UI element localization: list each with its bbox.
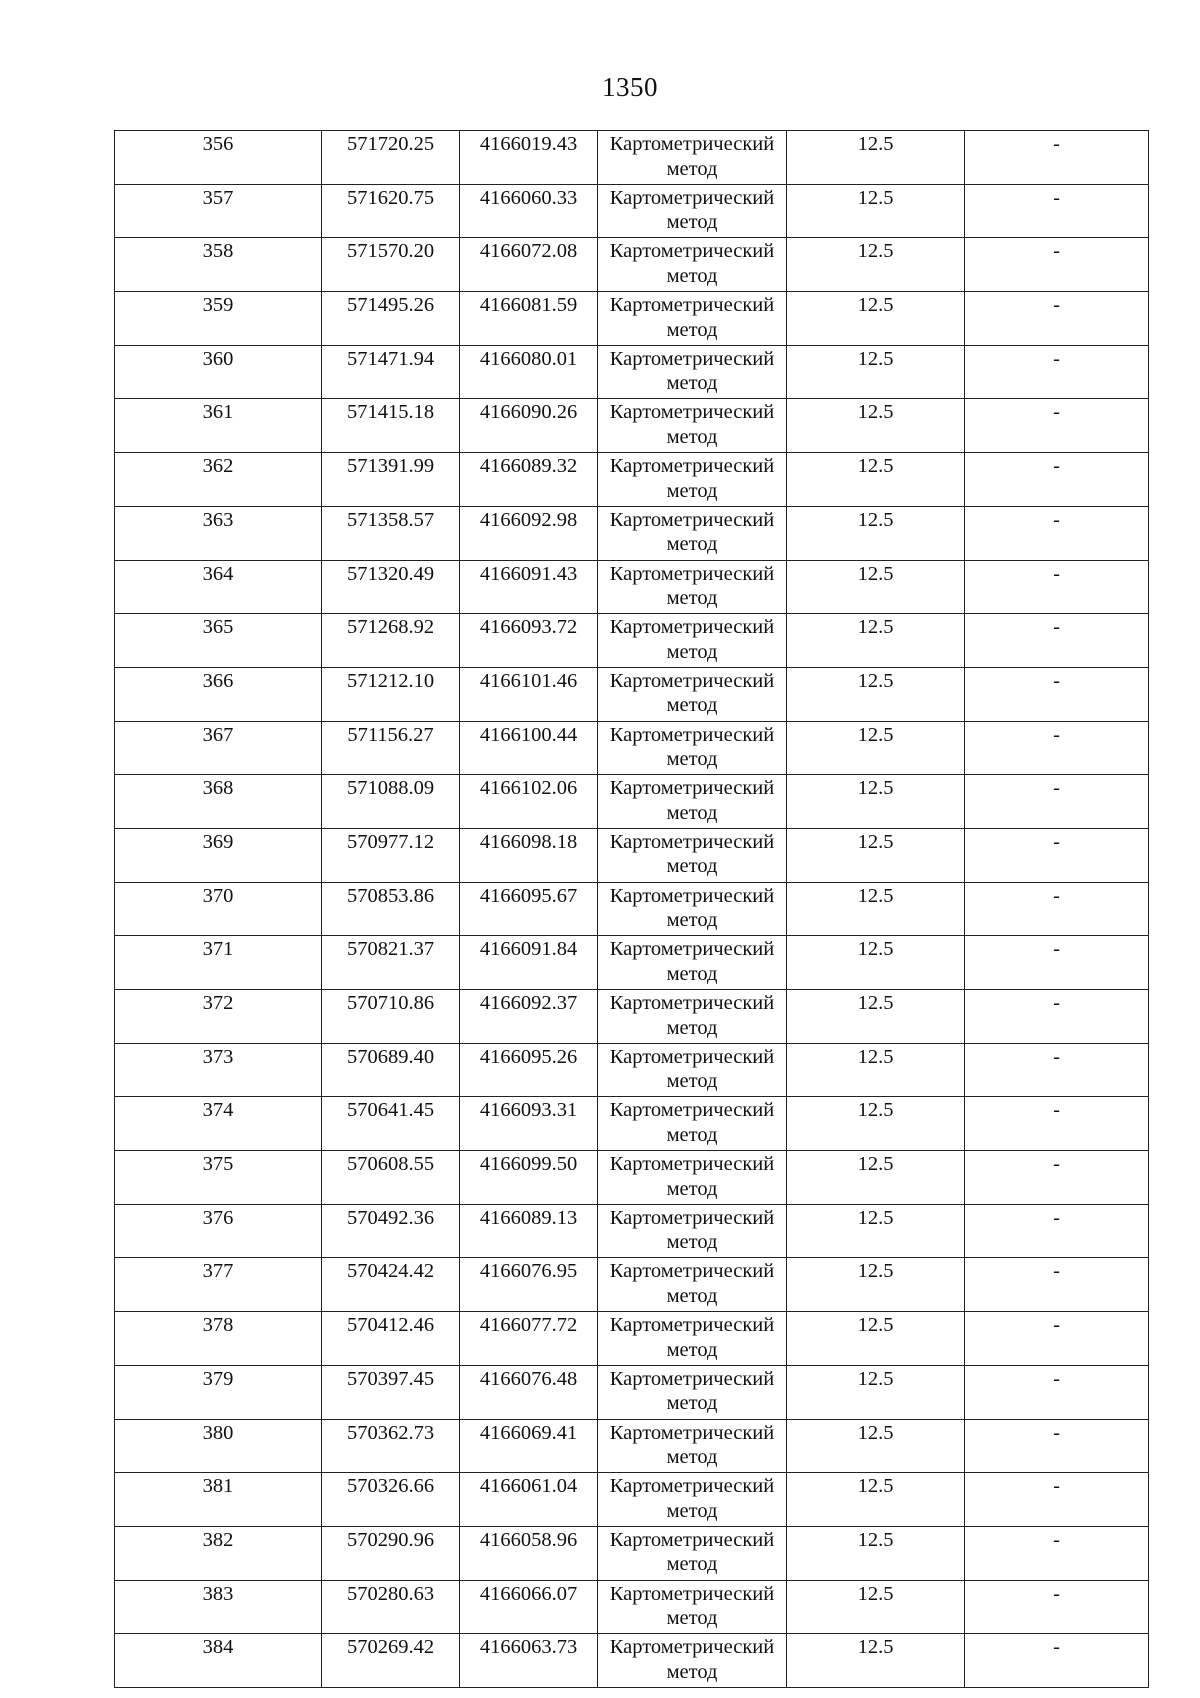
method-cell: Картометрический метод [598,1580,787,1634]
point-number-cell: 374 [115,1097,322,1151]
note-cell: - [965,775,1149,829]
point-number-cell: 369 [115,828,322,882]
point-number-cell: 366 [115,667,322,721]
table-row [115,990,1149,1044]
note-cell: - [965,1097,1149,1151]
y-coordinate-cell: 4166063.73 [460,1634,598,1688]
x-coordinate-cell: 570362.73 [322,1419,460,1473]
point-number-cell: 372 [115,990,322,1044]
y-coordinate-cell: 4166089.13 [460,1204,598,1258]
y-coordinate-cell: 4166101.46 [460,667,598,721]
accuracy-cell: 12.5 [787,1312,965,1366]
method-cell: Картометрический метод [598,238,787,292]
table-row [115,1312,1149,1366]
x-coordinate-cell: 570269.42 [322,1634,460,1688]
method-cell: Картометрический метод [598,1043,787,1097]
method-cell: Картометрический метод [598,1526,787,1580]
accuracy-cell: 12.5 [787,1365,965,1419]
note-cell: - [965,1365,1149,1419]
point-number-cell: 356 [115,131,322,185]
point-number-cell: 368 [115,775,322,829]
y-coordinate-cell: 4166092.98 [460,506,598,560]
accuracy-cell: 12.5 [787,1204,965,1258]
table-row [115,1151,1149,1205]
x-coordinate-cell: 571495.26 [322,292,460,346]
method-cell: Картометрический метод [598,1312,787,1366]
point-number-cell: 365 [115,614,322,668]
table-row [115,399,1149,453]
table-row [115,936,1149,990]
method-cell: Картометрический метод [598,560,787,614]
point-number-cell: 373 [115,1043,322,1097]
x-coordinate-cell: 570689.40 [322,1043,460,1097]
y-coordinate-cell: 4166102.06 [460,775,598,829]
accuracy-cell: 12.5 [787,506,965,560]
accuracy-cell: 12.5 [787,292,965,346]
point-number-cell: 364 [115,560,322,614]
y-coordinate-cell: 4166076.95 [460,1258,598,1312]
point-number-cell: 360 [115,345,322,399]
accuracy-cell: 12.5 [787,882,965,936]
accuracy-cell: 12.5 [787,936,965,990]
y-coordinate-cell: 4166090.26 [460,399,598,453]
accuracy-cell: 12.5 [787,1473,965,1527]
point-number-cell: 363 [115,506,322,560]
note-cell: - [965,1526,1149,1580]
x-coordinate-cell: 570821.37 [322,936,460,990]
accuracy-cell: 12.5 [787,775,965,829]
coordinates-table [114,130,1149,1688]
method-cell: Картометрический метод [598,453,787,507]
accuracy-cell: 12.5 [787,667,965,721]
y-coordinate-cell: 4166061.04 [460,1473,598,1527]
table-row [115,721,1149,775]
y-coordinate-cell: 4166089.32 [460,453,598,507]
note-cell: - [965,1312,1149,1366]
method-cell: Картометрический метод [598,614,787,668]
y-coordinate-cell: 4166098.18 [460,828,598,882]
note-cell: - [965,721,1149,775]
x-coordinate-cell: 570397.45 [322,1365,460,1419]
x-coordinate-cell: 570326.66 [322,1473,460,1527]
x-coordinate-cell: 570290.96 [322,1526,460,1580]
method-cell: Картометрический метод [598,721,787,775]
y-coordinate-cell: 4166058.96 [460,1526,598,1580]
method-cell: Картометрический метод [598,1258,787,1312]
y-coordinate-cell: 4166095.67 [460,882,598,936]
y-coordinate-cell: 4166099.50 [460,1151,598,1205]
x-coordinate-cell: 571415.18 [322,399,460,453]
accuracy-cell: 12.5 [787,1043,965,1097]
accuracy-cell: 12.5 [787,828,965,882]
method-cell: Картометрический метод [598,775,787,829]
note-cell: - [965,184,1149,238]
accuracy-cell: 12.5 [787,1419,965,1473]
note-cell: - [965,1473,1149,1527]
table-row [115,131,1149,185]
point-number-cell: 359 [115,292,322,346]
note-cell: - [965,1151,1149,1205]
x-coordinate-cell: 571088.09 [322,775,460,829]
table-row [115,453,1149,507]
accuracy-cell: 12.5 [787,990,965,1044]
point-number-cell: 379 [115,1365,322,1419]
note-cell: - [965,1043,1149,1097]
table-row [115,292,1149,346]
table-row [115,614,1149,668]
y-coordinate-cell: 4166095.26 [460,1043,598,1097]
method-cell: Картометрический метод [598,1419,787,1473]
note-cell: - [965,560,1149,614]
y-coordinate-cell: 4166091.43 [460,560,598,614]
method-cell: Картометрический метод [598,1204,787,1258]
y-coordinate-cell: 4166080.01 [460,345,598,399]
y-coordinate-cell: 4166069.41 [460,1419,598,1473]
x-coordinate-cell: 571268.92 [322,614,460,668]
note-cell: - [965,1580,1149,1634]
x-coordinate-cell: 571570.20 [322,238,460,292]
x-coordinate-cell: 571156.27 [322,721,460,775]
page-number: 1350 [602,72,658,102]
table-row [115,882,1149,936]
table-row [115,345,1149,399]
method-cell: Картометрический метод [598,292,787,346]
accuracy-cell: 12.5 [787,721,965,775]
table-row [115,184,1149,238]
accuracy-cell: 12.5 [787,614,965,668]
point-number-cell: 362 [115,453,322,507]
point-number-cell: 357 [115,184,322,238]
point-number-cell: 377 [115,1258,322,1312]
y-coordinate-cell: 4166093.72 [460,614,598,668]
table-row [115,560,1149,614]
y-coordinate-cell: 4166100.44 [460,721,598,775]
point-number-cell: 376 [115,1204,322,1258]
note-cell: - [965,1634,1149,1688]
note-cell: - [965,667,1149,721]
method-cell: Картометрический метод [598,184,787,238]
note-cell: - [965,990,1149,1044]
accuracy-cell: 12.5 [787,560,965,614]
note-cell: - [965,936,1149,990]
note-cell: - [965,131,1149,185]
point-number-cell: 358 [115,238,322,292]
x-coordinate-cell: 570424.42 [322,1258,460,1312]
accuracy-cell: 12.5 [787,1580,965,1634]
table-row [115,1097,1149,1151]
method-cell: Картометрический метод [598,131,787,185]
accuracy-cell: 12.5 [787,131,965,185]
point-number-cell: 361 [115,399,322,453]
table-row [115,828,1149,882]
method-cell: Картометрический метод [598,1151,787,1205]
note-cell: - [965,292,1149,346]
method-cell: Картометрический метод [598,1473,787,1527]
table-row [115,1473,1149,1527]
point-number-cell: 370 [115,882,322,936]
note-cell: - [965,345,1149,399]
accuracy-cell: 12.5 [787,399,965,453]
x-coordinate-cell: 571358.57 [322,506,460,560]
accuracy-cell: 12.5 [787,1258,965,1312]
point-number-cell: 367 [115,721,322,775]
point-number-cell: 378 [115,1312,322,1366]
x-coordinate-cell: 571391.99 [322,453,460,507]
note-cell: - [965,453,1149,507]
point-number-cell: 384 [115,1634,322,1688]
accuracy-cell: 12.5 [787,1526,965,1580]
x-coordinate-cell: 571471.94 [322,345,460,399]
accuracy-cell: 12.5 [787,238,965,292]
accuracy-cell: 12.5 [787,1097,965,1151]
method-cell: Картометрический метод [598,667,787,721]
y-coordinate-cell: 4166066.07 [460,1580,598,1634]
y-coordinate-cell: 4166093.31 [460,1097,598,1151]
y-coordinate-cell: 4166072.08 [460,238,598,292]
table-row [115,1419,1149,1473]
method-cell: Картометрический метод [598,828,787,882]
x-coordinate-cell: 570710.86 [322,990,460,1044]
note-cell: - [965,1258,1149,1312]
y-coordinate-cell: 4166060.33 [460,184,598,238]
table-row [115,506,1149,560]
accuracy-cell: 12.5 [787,453,965,507]
table-row [115,1258,1149,1312]
note-cell: - [965,828,1149,882]
x-coordinate-cell: 570412.46 [322,1312,460,1366]
x-coordinate-cell: 570977.12 [322,828,460,882]
table-row [115,1204,1149,1258]
accuracy-cell: 12.5 [787,345,965,399]
note-cell: - [965,1419,1149,1473]
x-coordinate-cell: 570641.45 [322,1097,460,1151]
table-row [115,1580,1149,1634]
method-cell: Картометрический метод [598,506,787,560]
table-row [115,775,1149,829]
point-number-cell: 382 [115,1526,322,1580]
x-coordinate-cell: 570608.55 [322,1151,460,1205]
x-coordinate-cell: 571720.25 [322,131,460,185]
method-cell: Картометрический метод [598,882,787,936]
note-cell: - [965,399,1149,453]
table-row [115,1634,1149,1688]
y-coordinate-cell: 4166091.84 [460,936,598,990]
x-coordinate-cell: 570853.86 [322,882,460,936]
point-number-cell: 375 [115,1151,322,1205]
note-cell: - [965,506,1149,560]
y-coordinate-cell: 4166019.43 [460,131,598,185]
note-cell: - [965,1204,1149,1258]
accuracy-cell: 12.5 [787,184,965,238]
x-coordinate-cell: 570492.36 [322,1204,460,1258]
method-cell: Картометрический метод [598,1634,787,1688]
x-coordinate-cell: 570280.63 [322,1580,460,1634]
table-row [115,238,1149,292]
point-number-cell: 381 [115,1473,322,1527]
note-cell: - [965,882,1149,936]
point-number-cell: 380 [115,1419,322,1473]
table-row [115,1043,1149,1097]
method-cell: Картометрический метод [598,345,787,399]
method-cell: Картометрический метод [598,990,787,1044]
coordinates-table-body [115,131,1149,1688]
x-coordinate-cell: 571320.49 [322,560,460,614]
note-cell: - [965,614,1149,668]
accuracy-cell: 12.5 [787,1634,965,1688]
x-coordinate-cell: 571212.10 [322,667,460,721]
point-number-cell: 371 [115,936,322,990]
method-cell: Картометрический метод [598,1097,787,1151]
table-row [115,667,1149,721]
method-cell: Картометрический метод [598,936,787,990]
y-coordinate-cell: 4166092.37 [460,990,598,1044]
y-coordinate-cell: 4166076.48 [460,1365,598,1419]
accuracy-cell: 12.5 [787,1151,965,1205]
method-cell: Картометрический метод [598,399,787,453]
note-cell: - [965,238,1149,292]
point-number-cell: 383 [115,1580,322,1634]
table-row [115,1526,1149,1580]
y-coordinate-cell: 4166077.72 [460,1312,598,1366]
x-coordinate-cell: 571620.75 [322,184,460,238]
table-row [115,1365,1149,1419]
method-cell: Картометрический метод [598,1365,787,1419]
y-coordinate-cell: 4166081.59 [460,292,598,346]
